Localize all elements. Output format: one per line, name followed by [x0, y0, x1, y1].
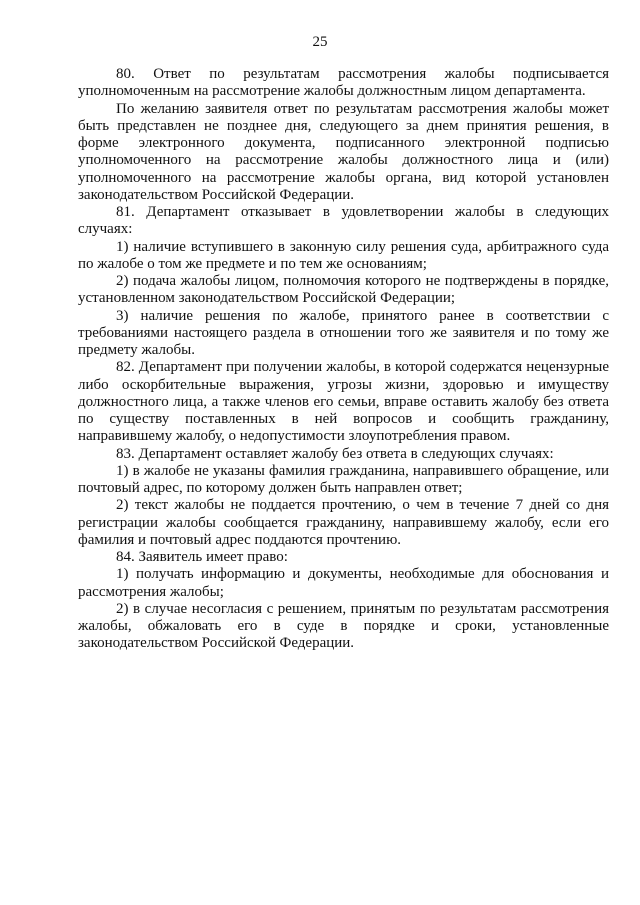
- paragraph-81-item-1: 1) наличие вступившего в законную силу решения суда, арбитражного суда по жалобе о том же предмете и по тем же основаниям;: [78, 238, 609, 272]
- paragraph-81-item-3: 3) наличие решения по жалобе, принятого ранее в соответствии с требованиями настоящего раздела в отношении того же заявителя и по тому же предмету жалобы.: [78, 307, 609, 358]
- paragraph-80: 80. Ответ по результатам рассмотрения жалобы подписывается уполномоченным на рассмотрение жалобы должностным лицом департамента.: [78, 66, 609, 100]
- paragraph-83-item-2: 2) текст жалобы не поддается прочтению, о чем в течение 7 дней со дня регистрации жалобы сообщается гражданину, направившему жалобу, если его фамилия и почтовый адрес поддаются прочтению.: [78, 497, 609, 548]
- paragraph-83: 83. Департамент оставляет жалобу без ответа в следующих случаях:: [116, 445, 554, 462]
- paragraph-83-item-1: 1) в жалобе не указаны фамилия гражданина, направившего обращение, или почтовый адрес, по которому должен быть направлен ответ;: [78, 462, 609, 496]
- page-number: 25: [312, 34, 328, 50]
- paragraph-84: 84. Заявитель имеет право:: [116, 549, 288, 565]
- document-body: [78, 66, 609, 653]
- paragraph-81: 81. Департамент отказывает в удовлетворении жалобы в следующих случаях:: [78, 204, 609, 238]
- paragraph-81-item-2: 2) подача жалобы лицом, полномочия которого не подтверждены в порядке, установленном законодательством Российской Федерации;: [78, 273, 609, 307]
- paragraph-82: 82. Департамент при получении жалобы, в которой содержатся нецензурные либо оскорбительные выражения, угрозы жизни, здоровью и имуществу должностного лица, а также членов его семьи, вправе оставить жалобу без ответа по существу поставленных в ней вопросов и сообщить гражданину, направившему жалобу, о недопустимости злоупотребления правом.: [78, 359, 609, 445]
- paragraph-84-item-1: 1) получать информацию и документы, необходимые для обоснования и рассмотрения жалобы;: [78, 566, 609, 600]
- paragraph-80-electronic-response: По желанию заявителя ответ по результатам рассмотрения жалобы может быть представлен не позднее дня, следующего за днем принятия решения, в форме электронного документа, подписанного электронной подписью уполномоченного на рассмотрение жалобы должностного лица и (или) уполномоченного на рассмотрение жалобы органа, вид которой установлен законодательством Российской Федерации.: [78, 100, 609, 203]
- paragraph-84-item-2: 2) в случае несогласия с решением, принятым по результатам рассмотрения жалобы, обжаловать его в суде в порядке и сроки, установленные законодательством Российской Федерации.: [78, 600, 609, 652]
